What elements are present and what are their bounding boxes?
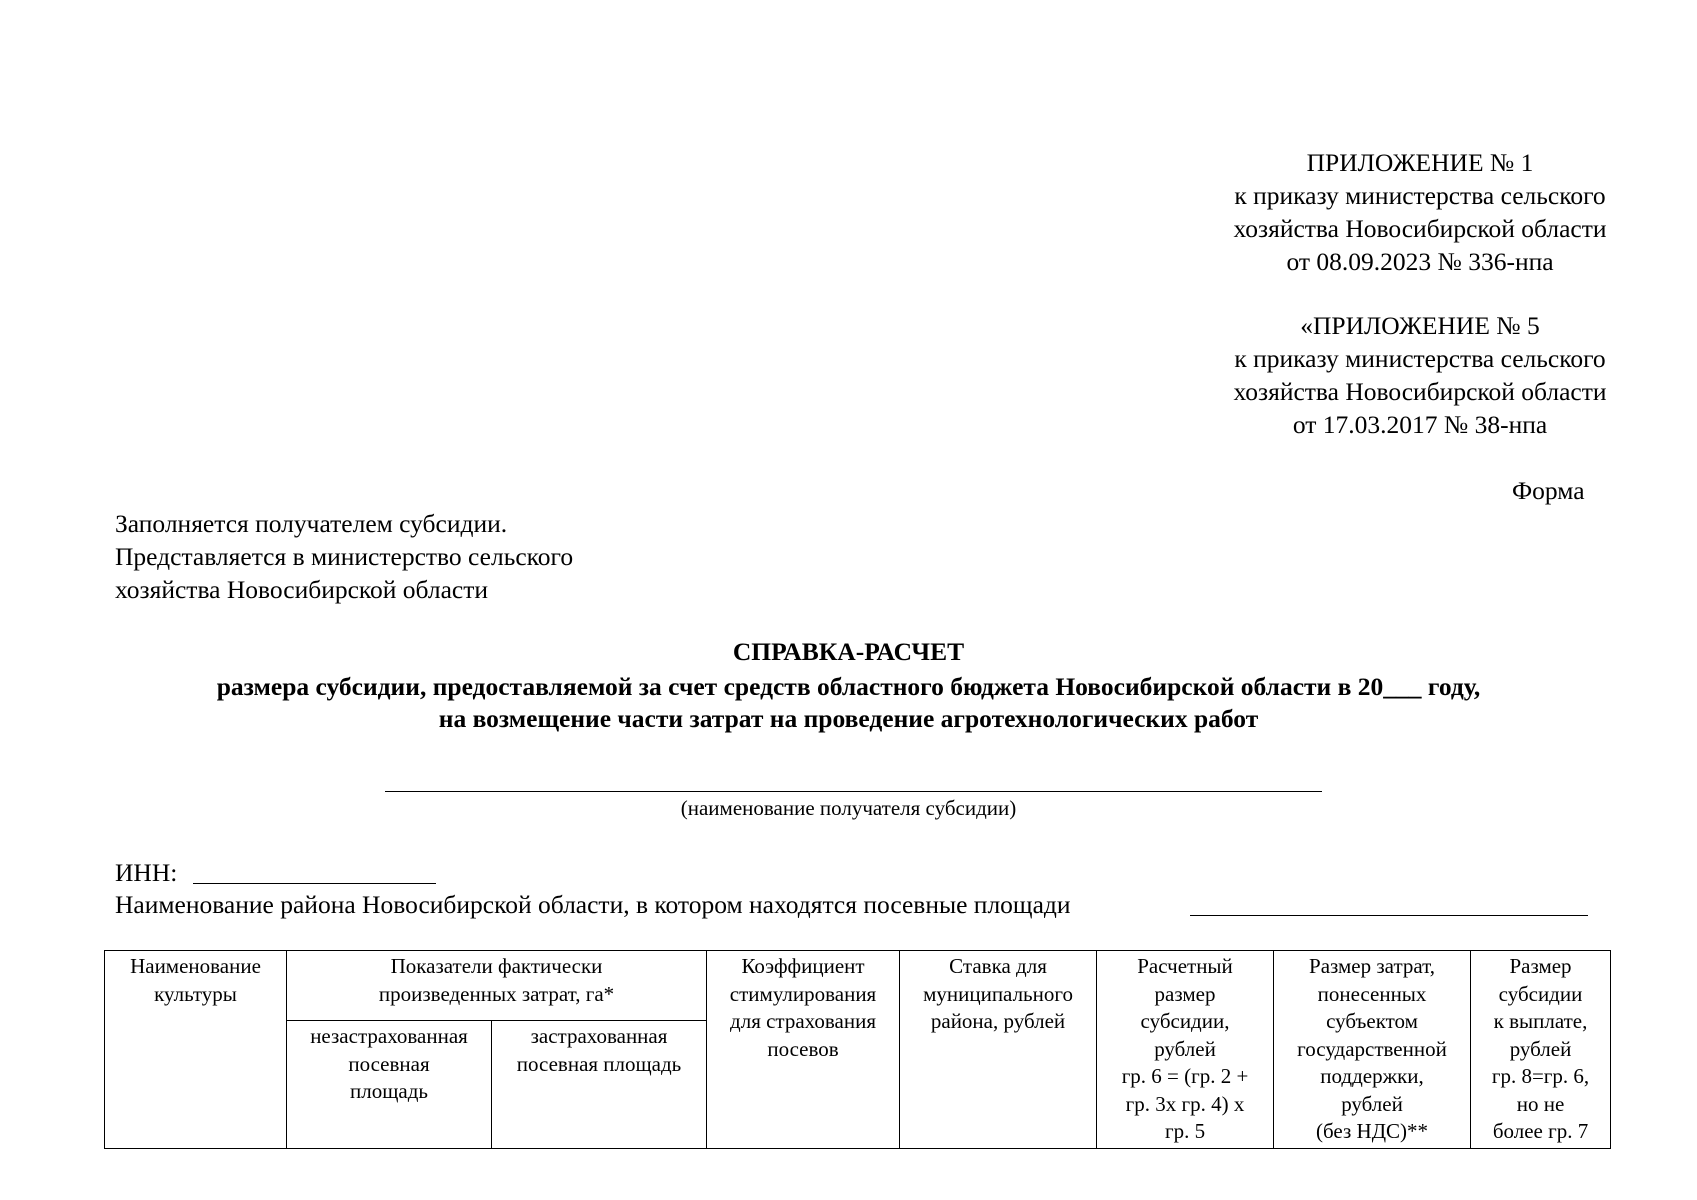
header-municipal-rate: Ставка для муниципального района, рублей — [900, 951, 1097, 1149]
appendix-5-block — [1210, 309, 1630, 441]
appendix-5-line-1: к приказу министерства сельского — [1234, 344, 1606, 373]
document-subtitle-line-1: размера субсидии, предоставляемой за счет средств областного бюджета Новосибирской области в 20___ году, — [216, 672, 1481, 701]
appendix-5-line-3: от 17.03.2017 № 38-нпа — [1292, 410, 1548, 439]
inn-label: ИНН: — [115, 858, 178, 887]
inn-row — [115, 856, 177, 889]
appendix-1-line-1: к приказу министерства сельского — [1234, 181, 1606, 210]
district-label: Наименование района Новосибирской области, в котором находятся посевные площади — [115, 890, 1071, 919]
header-insured-area: застрахованная посевная площадь — [492, 1021, 707, 1149]
inn-field-line[interactable] — [193, 883, 436, 884]
appendix-5-title: «ПРИЛОЖЕНИЕ № 5 — [1300, 311, 1540, 340]
appendix-1-block — [1210, 146, 1630, 278]
header-costs-incurred: Размер затрат, понесенных субъектом государственной поддержки, рублей (без НДС)** — [1274, 951, 1471, 1149]
document-title: СПРАВКА-РАСЧЕТ — [732, 637, 965, 666]
header-insurance-coefficient: Коэффициент стимулирования для страхования посевов — [707, 951, 900, 1149]
header-calculated-subsidy: Расчетный размер субсидии, рублей гр. 6 = (гр. 2 + гр. 3х гр. 4) х гр. 5 — [1097, 951, 1274, 1149]
calculation-table — [104, 950, 1611, 1149]
recipient-name-line[interactable] — [385, 791, 1322, 792]
recipient-caption: (наименование получателя субсидии) — [680, 796, 1017, 820]
notes-line-1: Заполняется получателем субсидии. — [115, 509, 508, 538]
appendix-1-title: ПРИЛОЖЕНИЕ № 1 — [1306, 148, 1534, 177]
header-actual-costs-group: Показатели фактически произведенных затрат, га* — [287, 951, 707, 1021]
appendix-1-line-2: хозяйства Новосибирской области — [1233, 214, 1607, 243]
district-row — [115, 888, 1071, 921]
notes-block — [115, 507, 573, 606]
appendix-1-line-3: от 08.09.2023 № 336-нпа — [1286, 247, 1554, 276]
district-field-line[interactable] — [1190, 915, 1588, 916]
notes-line-3: хозяйства Новосибирской области — [115, 575, 489, 604]
header-uninsured-area: незастрахованная посевная площадь — [287, 1021, 492, 1149]
appendix-5-line-2: хозяйства Новосибирской области — [1233, 377, 1607, 406]
header-crop-name: Наименование культуры — [105, 951, 287, 1149]
document-subtitle-line-2: на возмещение части затрат на проведение агротехнологических работ — [438, 704, 1259, 733]
header-subsidy-payable: Размер субсидии к выплате, рублей гр. 8=гр. 6, но не более гр. 7 — [1471, 951, 1611, 1149]
form-label: Форма — [1512, 476, 1585, 505]
notes-line-2: Представляется в министерство сельского — [115, 542, 574, 571]
